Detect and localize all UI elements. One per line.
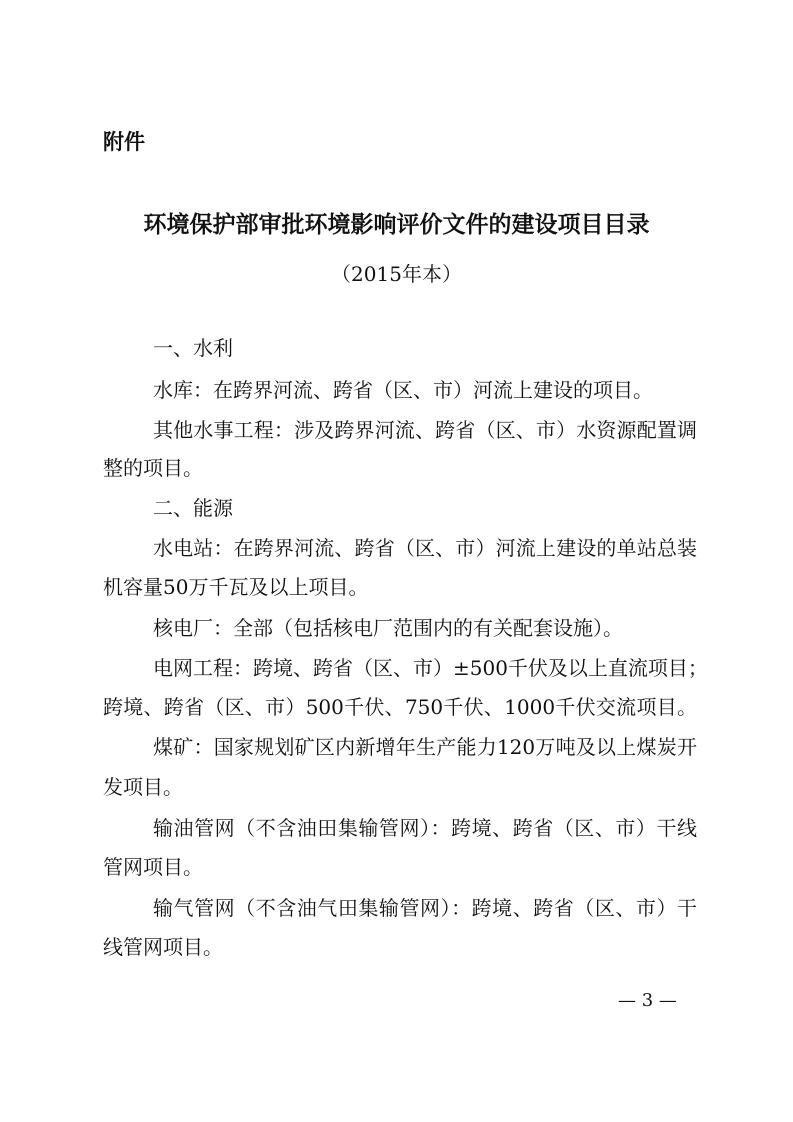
- section-heading-energy: 二、能源: [153, 496, 233, 520]
- page-number: — 3 —: [618, 990, 677, 1011]
- document-title: 环境保护部审批环境影响评价文件的建设项目目录: [143, 212, 650, 238]
- document-subtitle: （2015年本）: [331, 262, 462, 286]
- section-heading-water: 一、水利: [153, 336, 233, 360]
- paragraph-line: 机容量50万千瓦及以上项目。: [103, 575, 369, 599]
- paragraph-line: 水电站：在跨界河流、跨省（区、市）河流上建设的单站总装: [153, 536, 697, 560]
- paragraph-line: 整的项目。: [103, 456, 203, 480]
- paragraph-line: 电网工程：跨境、跨省（区、市）±500千伏及以上直流项目；: [153, 656, 708, 680]
- paragraph-line: 线管网项目。: [103, 935, 223, 959]
- attachment-label: 附件: [103, 130, 145, 154]
- paragraph-line: 输气管网（不含油气田集输管网）：跨境、跨省（区、市）干: [153, 896, 697, 920]
- paragraph-line: 其他水事工程：涉及跨界河流、跨省（区、市）水资源配置调: [153, 418, 697, 442]
- paragraph-line: 跨境、跨省（区、市）500千伏、750千伏、1000千伏交流项目。: [103, 695, 697, 719]
- paragraph-line: 煤矿：国家规划矿区内新增年生产能力120万吨及以上煤炭开: [153, 735, 697, 759]
- paragraph-line: 输油管网（不含油田集输管网）：跨境、跨省（区、市）干线: [153, 816, 697, 840]
- paragraph-line: 发项目。: [103, 775, 183, 799]
- paragraph-line: 管网项目。: [103, 855, 203, 879]
- paragraph-line: 水库：在跨界河流、跨省（区、市）河流上建设的项目。: [153, 378, 653, 402]
- paragraph-line: 核电厂：全部（包括核电厂范围内的有关配套设施）。: [153, 616, 623, 640]
